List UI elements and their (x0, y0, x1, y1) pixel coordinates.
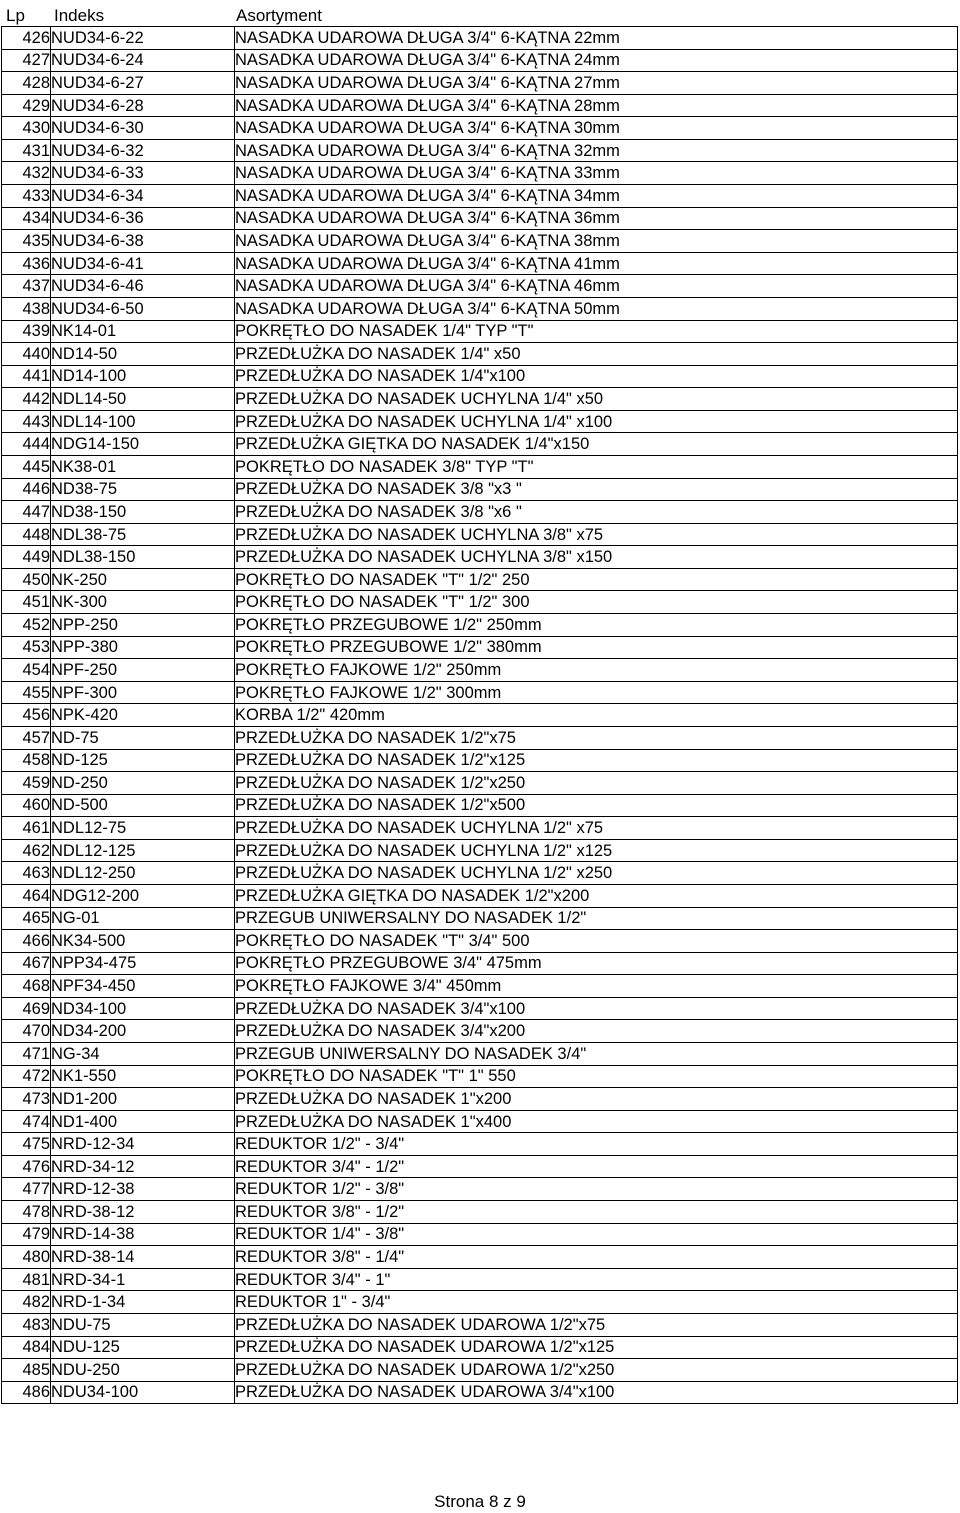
row-asortyment: NASADKA UDAROWA DŁUGA 3/4" 6-KĄTNA 41mm (235, 252, 958, 275)
row-asortyment: PRZEDŁUŻKA DO NASADEK 1"x400 (235, 1110, 958, 1133)
row-asortyment: NASADKA UDAROWA DŁUGA 3/4" 6-KĄTNA 27mm (235, 72, 958, 95)
row-asortyment: PRZEDŁUŻKA DO NASADEK 1/4" x50 (235, 343, 958, 366)
row-asortyment: REDUKTOR 3/4" - 1" (235, 1268, 958, 1291)
row-asortyment: PRZEDŁUŻKA DO NASADEK UCHYLNA 1/2" x75 (235, 817, 958, 840)
row-indeks: ND-500 (51, 794, 235, 817)
row-lp: 445 (2, 455, 51, 478)
row-lp: 448 (2, 523, 51, 546)
row-lp: 455 (2, 681, 51, 704)
row-asortyment: NASADKA UDAROWA DŁUGA 3/4" 6-KĄTNA 24mm (235, 49, 958, 72)
row-lp: 453 (2, 636, 51, 659)
table-row (2, 1020, 958, 1043)
row-indeks: NDG12-200 (51, 884, 235, 907)
row-indeks: ND1-400 (51, 1110, 235, 1133)
table-row (2, 1088, 958, 1111)
row-lp: 475 (2, 1133, 51, 1156)
row-indeks: ND-250 (51, 772, 235, 795)
row-indeks: NRD-34-12 (51, 1155, 235, 1178)
table-row (2, 523, 958, 546)
row-asortyment: REDUKTOR 3/8" - 1/4" (235, 1246, 958, 1269)
row-indeks: NDU34-100 (51, 1381, 235, 1404)
table-row (2, 139, 958, 162)
row-indeks: NPK-420 (51, 704, 235, 727)
row-lp: 427 (2, 49, 51, 72)
table-row (2, 252, 958, 275)
row-lp: 484 (2, 1336, 51, 1359)
table-row (2, 546, 958, 569)
row-lp: 473 (2, 1088, 51, 1111)
row-indeks: NUD34-6-36 (51, 207, 235, 230)
row-lp: 480 (2, 1246, 51, 1269)
row-indeks: NPP-380 (51, 636, 235, 659)
table-row (2, 614, 958, 637)
row-indeks: NPF-300 (51, 681, 235, 704)
row-asortyment: PRZEDŁUŻKA DO NASADEK 3/8 "x3 " (235, 478, 958, 501)
row-lp: 485 (2, 1359, 51, 1382)
table-row (2, 320, 958, 343)
row-indeks: ND1-200 (51, 1088, 235, 1111)
row-asortyment: POKRĘTŁO DO NASADEK "T" 1" 550 (235, 1065, 958, 1088)
row-asortyment: PRZEDŁUŻKA DO NASADEK 1/2"x500 (235, 794, 958, 817)
table-row (2, 1223, 958, 1246)
table-row (2, 365, 958, 388)
row-lp: 466 (2, 930, 51, 953)
row-lp: 442 (2, 388, 51, 411)
table-row (2, 185, 958, 208)
table-row (2, 1201, 958, 1224)
row-indeks: NUD34-6-27 (51, 72, 235, 95)
row-lp: 457 (2, 726, 51, 749)
row-lp: 481 (2, 1268, 51, 1291)
row-asortyment: POKRĘTŁO PRZEGUBOWE 1/2" 250mm (235, 614, 958, 637)
table-row (2, 681, 958, 704)
row-lp: 462 (2, 839, 51, 862)
row-lp: 438 (2, 297, 51, 320)
row-asortyment: PRZEDŁUŻKA DO NASADEK UCHYLNA 1/2" x250 (235, 862, 958, 885)
row-indeks: NDL12-75 (51, 817, 235, 840)
table-header (0, 2, 960, 28)
row-indeks: ND14-50 (51, 343, 235, 366)
table-row (2, 772, 958, 795)
row-lp: 477 (2, 1178, 51, 1201)
table-row (2, 1155, 958, 1178)
row-asortyment: POKRĘTŁO DO NASADEK 3/8" TYP "T" (235, 455, 958, 478)
row-lp: 430 (2, 117, 51, 140)
row-asortyment: REDUKTOR 3/4" - 1/2" (235, 1155, 958, 1178)
row-asortyment: NASADKA UDAROWA DŁUGA 3/4" 6-KĄTNA 50mm (235, 297, 958, 320)
row-indeks: NK34-500 (51, 930, 235, 953)
row-asortyment: PRZEDŁUŻKA DO NASADEK UCHYLNA 1/4" x100 (235, 410, 958, 433)
table-row (2, 659, 958, 682)
table-row (2, 478, 958, 501)
row-indeks: NDG14-150 (51, 433, 235, 456)
row-lp: 482 (2, 1291, 51, 1314)
row-indeks: NPP-250 (51, 614, 235, 637)
row-asortyment: NASADKA UDAROWA DŁUGA 3/4" 6-KĄTNA 32mm (235, 139, 958, 162)
product-table-body (2, 27, 958, 1404)
row-asortyment: PRZEDŁUŻKA DO NASADEK 1/2"x125 (235, 749, 958, 772)
row-asortyment: KORBA 1/2" 420mm (235, 704, 958, 727)
row-asortyment: POKRĘTŁO FAJKOWE 1/2" 250mm (235, 659, 958, 682)
header-indeks: Indeks (54, 6, 105, 25)
row-indeks: NDU-75 (51, 1313, 235, 1336)
row-asortyment: NASADKA UDAROWA DŁUGA 3/4" 6-KĄTNA 22mm (235, 27, 958, 50)
table-row (2, 1065, 958, 1088)
row-lp: 456 (2, 704, 51, 727)
row-asortyment: NASADKA UDAROWA DŁUGA 3/4" 6-KĄTNA 46mm (235, 275, 958, 298)
table-row (2, 388, 958, 411)
table-row (2, 952, 958, 975)
row-lp: 464 (2, 884, 51, 907)
header-asortyment: Asortyment (236, 6, 322, 25)
row-asortyment: PRZEDŁUŻKA DO NASADEK 1/4"x100 (235, 365, 958, 388)
row-asortyment: PRZEDŁUŻKA DO NASADEK UDAROWA 1/2"x75 (235, 1313, 958, 1336)
row-indeks: NDL12-250 (51, 862, 235, 885)
row-lp: 461 (2, 817, 51, 840)
row-asortyment: NASADKA UDAROWA DŁUGA 3/4" 6-KĄTNA 28mm (235, 94, 958, 117)
row-lp: 470 (2, 1020, 51, 1043)
table-row (2, 930, 958, 953)
row-lp: 446 (2, 478, 51, 501)
row-lp: 450 (2, 568, 51, 591)
table-row (2, 207, 958, 230)
row-lp: 434 (2, 207, 51, 230)
table-row (2, 1043, 958, 1066)
row-lp: 449 (2, 546, 51, 569)
row-indeks: NUD34-6-50 (51, 297, 235, 320)
row-indeks: NK1-550 (51, 1065, 235, 1088)
row-asortyment: PRZEDŁUŻKA DO NASADEK 3/4"x100 (235, 997, 958, 1020)
row-lp: 463 (2, 862, 51, 885)
table-row (2, 794, 958, 817)
row-indeks: ND-125 (51, 749, 235, 772)
table-row (2, 862, 958, 885)
table-row (2, 1178, 958, 1201)
row-asortyment: NASADKA UDAROWA DŁUGA 3/4" 6-KĄTNA 34mm (235, 185, 958, 208)
table-row (2, 704, 958, 727)
row-indeks: NUD34-6-22 (51, 27, 235, 50)
row-indeks: NRD-38-14 (51, 1246, 235, 1269)
row-asortyment: PRZEDŁUŻKA DO NASADEK UDAROWA 1/2"x125 (235, 1336, 958, 1359)
row-asortyment: PRZEDŁUŻKA DO NASADEK UCHYLNA 3/8" x150 (235, 546, 958, 569)
row-indeks: NRD-12-38 (51, 1178, 235, 1201)
row-indeks: NDL12-125 (51, 839, 235, 862)
row-asortyment: PRZEDŁUŻKA DO NASADEK 1/2"x250 (235, 772, 958, 795)
row-lp: 483 (2, 1313, 51, 1336)
row-asortyment: PRZEDŁUŻKA GIĘTKA DO NASADEK 1/2"x200 (235, 884, 958, 907)
table-row (2, 94, 958, 117)
row-asortyment: PRZEDŁUŻKA DO NASADEK UCHYLNA 1/4" x50 (235, 388, 958, 411)
table-row (2, 726, 958, 749)
row-indeks: NRD-14-38 (51, 1223, 235, 1246)
table-row (2, 636, 958, 659)
table-row (2, 433, 958, 456)
row-asortyment: POKRĘTŁO PRZEGUBOWE 3/4" 475mm (235, 952, 958, 975)
row-indeks: NDU-125 (51, 1336, 235, 1359)
row-lp: 458 (2, 749, 51, 772)
row-lp: 486 (2, 1381, 51, 1404)
table-row (2, 343, 958, 366)
row-asortyment: NASADKA UDAROWA DŁUGA 3/4" 6-KĄTNA 30mm (235, 117, 958, 140)
row-indeks: NK14-01 (51, 320, 235, 343)
row-indeks: ND38-75 (51, 478, 235, 501)
row-indeks: NPF34-450 (51, 975, 235, 998)
row-asortyment: POKRĘTŁO DO NASADEK "T" 1/2" 300 (235, 591, 958, 614)
row-lp: 428 (2, 72, 51, 95)
table-row (2, 997, 958, 1020)
row-indeks: NUD34-6-32 (51, 139, 235, 162)
table-row (2, 907, 958, 930)
row-lp: 432 (2, 162, 51, 185)
row-asortyment: REDUKTOR 1/2" - 3/8" (235, 1178, 958, 1201)
row-indeks: ND38-150 (51, 501, 235, 524)
row-lp: 437 (2, 275, 51, 298)
row-lp: 435 (2, 230, 51, 253)
row-indeks: NUD34-6-38 (51, 230, 235, 253)
row-lp: 472 (2, 1065, 51, 1088)
row-lp: 474 (2, 1110, 51, 1133)
row-lp: 476 (2, 1155, 51, 1178)
row-asortyment: NASADKA UDAROWA DŁUGA 3/4" 6-KĄTNA 36mm (235, 207, 958, 230)
row-asortyment: REDUKTOR 3/8" - 1/2" (235, 1201, 958, 1224)
row-asortyment: POKRĘTŁO DO NASADEK "T" 1/2" 250 (235, 568, 958, 591)
row-lp: 447 (2, 501, 51, 524)
row-lp: 429 (2, 94, 51, 117)
table-row (2, 275, 958, 298)
table-row (2, 1359, 958, 1382)
row-indeks: NPF-250 (51, 659, 235, 682)
table-row (2, 49, 958, 72)
table-row (2, 1336, 958, 1359)
table-row (2, 455, 958, 478)
row-lp: 460 (2, 794, 51, 817)
table-row (2, 162, 958, 185)
row-indeks: NUD34-6-24 (51, 49, 235, 72)
row-lp: 465 (2, 907, 51, 930)
table-row (2, 839, 958, 862)
table-row (2, 1110, 958, 1133)
row-indeks: NDL38-75 (51, 523, 235, 546)
table-row (2, 1268, 958, 1291)
row-lp: 426 (2, 27, 51, 50)
row-asortyment: PRZEGUB UNIWERSALNY DO NASADEK 1/2" (235, 907, 958, 930)
table-row (2, 410, 958, 433)
page-number: Strona 8 z 9 (434, 1492, 526, 1511)
row-asortyment: NASADKA UDAROWA DŁUGA 3/4" 6-KĄTNA 38mm (235, 230, 958, 253)
row-asortyment: REDUKTOR 1" - 3/4" (235, 1291, 958, 1314)
table-row (2, 884, 958, 907)
row-lp: 479 (2, 1223, 51, 1246)
row-indeks: NG-34 (51, 1043, 235, 1066)
row-indeks: NUD34-6-41 (51, 252, 235, 275)
row-indeks: ND34-100 (51, 997, 235, 1020)
row-asortyment: PRZEDŁUŻKA GIĘTKA DO NASADEK 1/4"x150 (235, 433, 958, 456)
row-asortyment: POKRĘTŁO FAJKOWE 1/2" 300mm (235, 681, 958, 704)
table-row (2, 817, 958, 840)
row-indeks: NDL38-150 (51, 546, 235, 569)
row-indeks: NDL14-50 (51, 388, 235, 411)
table-row (2, 1381, 958, 1404)
row-asortyment: PRZEDŁUŻKA DO NASADEK UCHYLNA 3/8" x75 (235, 523, 958, 546)
table-row (2, 501, 958, 524)
row-asortyment: PRZEGUB UNIWERSALNY DO NASADEK 3/4" (235, 1043, 958, 1066)
row-lp: 440 (2, 343, 51, 366)
table-row (2, 749, 958, 772)
row-lp: 439 (2, 320, 51, 343)
row-lp: 443 (2, 410, 51, 433)
row-lp: 441 (2, 365, 51, 388)
table-row (2, 568, 958, 591)
row-indeks: NDU-250 (51, 1359, 235, 1382)
row-indeks: NK38-01 (51, 455, 235, 478)
table-row (2, 297, 958, 320)
row-asortyment: PRZEDŁUŻKA DO NASADEK 1/2"x75 (235, 726, 958, 749)
row-indeks: ND14-100 (51, 365, 235, 388)
row-indeks: NRD-34-1 (51, 1268, 235, 1291)
row-indeks: ND34-200 (51, 1020, 235, 1043)
row-indeks: NDL14-100 (51, 410, 235, 433)
row-lp: 451 (2, 591, 51, 614)
row-lp: 478 (2, 1201, 51, 1224)
row-asortyment: REDUKTOR 1/4" - 3/8" (235, 1223, 958, 1246)
row-lp: 431 (2, 139, 51, 162)
row-indeks: NRD-12-34 (51, 1133, 235, 1156)
table-row (2, 1291, 958, 1314)
row-asortyment: NASADKA UDAROWA DŁUGA 3/4" 6-KĄTNA 33mm (235, 162, 958, 185)
header-lp: Lp (6, 6, 25, 25)
row-indeks: NPP34-475 (51, 952, 235, 975)
table-row (2, 591, 958, 614)
table-row (2, 975, 958, 998)
row-asortyment: POKRĘTŁO DO NASADEK 1/4" TYP "T" (235, 320, 958, 343)
product-table (1, 26, 958, 1404)
row-asortyment: REDUKTOR 1/2" - 3/4" (235, 1133, 958, 1156)
row-lp: 444 (2, 433, 51, 456)
row-lp: 436 (2, 252, 51, 275)
row-indeks: NUD34-6-28 (51, 94, 235, 117)
row-asortyment: PRZEDŁUŻKA DO NASADEK 1"x200 (235, 1088, 958, 1111)
table-row (2, 27, 958, 50)
row-indeks: NK-300 (51, 591, 235, 614)
row-indeks: NUD34-6-34 (51, 185, 235, 208)
row-asortyment: POKRĘTŁO DO NASADEK "T" 3/4" 500 (235, 930, 958, 953)
row-lp: 468 (2, 975, 51, 998)
row-lp: 469 (2, 997, 51, 1020)
row-asortyment: PRZEDŁUŻKA DO NASADEK 3/4"x200 (235, 1020, 958, 1043)
row-asortyment: POKRĘTŁO FAJKOWE 3/4" 450mm (235, 975, 958, 998)
table-row (2, 72, 958, 95)
table-row (2, 1133, 958, 1156)
row-indeks: NUD34-6-33 (51, 162, 235, 185)
row-asortyment: PRZEDŁUŻKA DO NASADEK UCHYLNA 1/2" x125 (235, 839, 958, 862)
row-asortyment: PRZEDŁUŻKA DO NASADEK UDAROWA 1/2"x250 (235, 1359, 958, 1382)
row-lp: 452 (2, 614, 51, 637)
row-lp: 454 (2, 659, 51, 682)
row-indeks: NUD34-6-30 (51, 117, 235, 140)
row-lp: 467 (2, 952, 51, 975)
table-row (2, 230, 958, 253)
row-indeks: NRD-1-34 (51, 1291, 235, 1314)
table-row (2, 1246, 958, 1269)
row-lp: 459 (2, 772, 51, 795)
table-row (2, 117, 958, 140)
row-indeks: NG-01 (51, 907, 235, 930)
row-asortyment: PRZEDŁUŻKA DO NASADEK UDAROWA 3/4"x100 (235, 1381, 958, 1404)
table-row (2, 1313, 958, 1336)
row-indeks: NUD34-6-46 (51, 275, 235, 298)
row-asortyment: POKRĘTŁO PRZEGUBOWE 1/2" 380mm (235, 636, 958, 659)
row-asortyment: PRZEDŁUŻKA DO NASADEK 3/8 "x6 " (235, 501, 958, 524)
row-lp: 471 (2, 1043, 51, 1066)
row-indeks: NRD-38-12 (51, 1201, 235, 1224)
row-lp: 433 (2, 185, 51, 208)
row-indeks: ND-75 (51, 726, 235, 749)
row-indeks: NK-250 (51, 568, 235, 591)
